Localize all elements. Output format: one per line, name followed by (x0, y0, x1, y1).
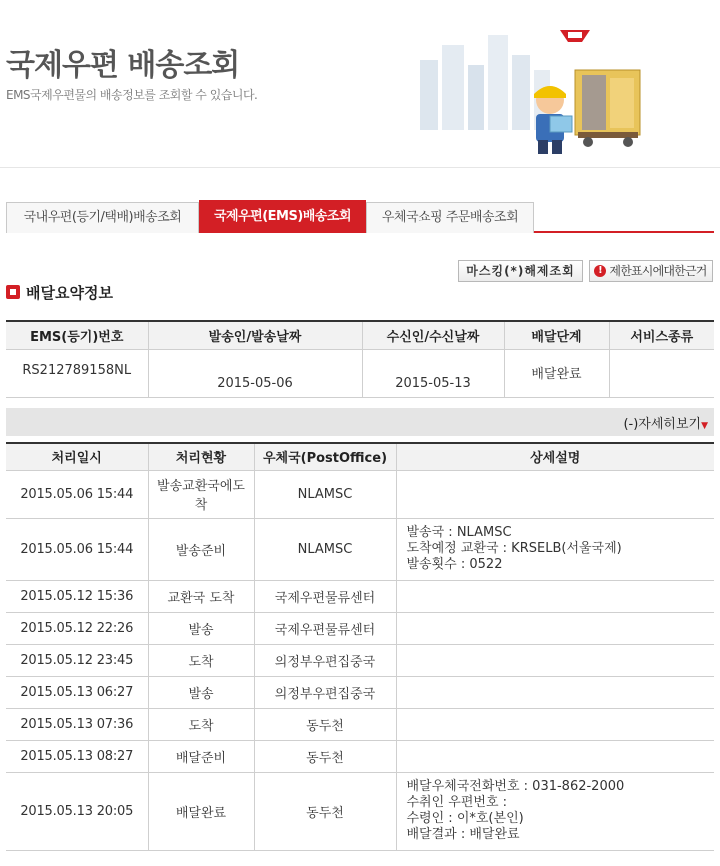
summary-row (6, 349, 714, 397)
col-sender-date: 발송인/발송날짜 (148, 321, 362, 349)
limit-reason-label: 제한표시에대한근거 (609, 264, 707, 278)
row-datetime: 2015.05.13 06:27 (6, 676, 148, 708)
col-tracking-no: EMS(등기)번호 (6, 321, 148, 349)
row-status: 도착 (148, 708, 254, 740)
mask-release-button[interactable]: 마스킹(*)해제조회 (458, 260, 583, 282)
row-description (396, 772, 714, 850)
summary-table (6, 320, 714, 398)
col-datetime: 처리일시 (6, 443, 148, 470)
warning-icon: ! (594, 265, 606, 277)
col-status: 처리현황 (148, 443, 254, 470)
row-datetime: 2015.05.13 20:05 (6, 772, 148, 850)
row-description (396, 580, 714, 612)
table-row (6, 612, 714, 644)
page-subtitle: EMS국제우편물의 배송정보를 조회할 수 있습니다. (6, 88, 258, 102)
col-receiver-date: 수신인/수신날짜 (362, 321, 504, 349)
table-row (6, 740, 714, 772)
description-line: 도착예정 교환국 : KRSELB(서울국제) (406, 541, 622, 556)
row-description (396, 676, 714, 708)
description-line: 수취인 우편번호 : (406, 795, 508, 810)
description-line: 배달우체국전화번호 : 031-862-2000 (406, 779, 625, 794)
tab-ems[interactable]: 국제우편(EMS)배송조회 (199, 200, 366, 233)
description-line: 발송횟수 : 0522 (406, 557, 503, 572)
section-bullet-icon (6, 285, 20, 299)
tab-bar (6, 200, 714, 233)
row-post-office: 국제우편물류센터 (254, 612, 396, 644)
description-line: 배달결과 : 배달완료 (406, 827, 520, 842)
summary-header-row (6, 321, 714, 349)
delivery-worker-illustration (410, 20, 650, 160)
row-status: 발송 (148, 612, 254, 644)
row-datetime: 2015.05.06 15:44 (6, 518, 148, 580)
row-status: 발송교환국에도착 (148, 470, 254, 518)
row-post-office: 의정부우편집중국 (254, 644, 396, 676)
page-header (0, 0, 720, 168)
row-description (396, 708, 714, 740)
col-delivery-stage: 배달단계 (504, 321, 609, 349)
description-line: 발송국 : NLAMSC (406, 525, 512, 540)
table-row (6, 644, 714, 676)
row-description (396, 518, 714, 580)
row-status: 발송 (148, 676, 254, 708)
table-row (6, 772, 714, 850)
row-status: 교환국 도착 (148, 580, 254, 612)
dropdown-arrow-icon: ▼ (701, 421, 708, 431)
detail-table (6, 442, 714, 851)
row-status: 배달완료 (148, 772, 254, 850)
row-status: 도착 (148, 644, 254, 676)
sent-date: 2015-05-06 (148, 349, 362, 397)
tab-shopping[interactable]: 우체국쇼핑 주문배송조회 (366, 202, 534, 233)
row-post-office: 국제우편물류센터 (254, 580, 396, 612)
table-row (6, 518, 714, 580)
row-datetime: 2015.05.06 15:44 (6, 470, 148, 518)
row-post-office: NLAMSC (254, 518, 396, 580)
service-type (609, 349, 714, 397)
page-title: 국제우편 배송조회 (6, 48, 240, 83)
row-status: 발송준비 (148, 518, 254, 580)
col-description: 상세설명 (396, 443, 714, 470)
row-description (396, 470, 714, 518)
table-row (6, 580, 714, 612)
limit-reason-button[interactable] (589, 260, 713, 282)
detail-toggle-bar (6, 408, 714, 436)
col-post-office: 우체국(PostOffice) (254, 443, 396, 470)
delivery-status: 배달완료 (504, 349, 609, 397)
row-description (396, 612, 714, 644)
row-datetime: 2015.05.12 15:36 (6, 580, 148, 612)
col-service-type: 서비스종류 (609, 321, 714, 349)
row-description (396, 644, 714, 676)
table-row (6, 708, 714, 740)
description-line: 수령인 : 이*호(본인) (406, 811, 524, 826)
row-post-office: 동두천 (254, 708, 396, 740)
row-description (396, 740, 714, 772)
row-status: 배달준비 (148, 740, 254, 772)
table-row (6, 470, 714, 518)
row-post-office: 동두천 (254, 772, 396, 850)
row-post-office: 의정부우편집중국 (254, 676, 396, 708)
detail-header-row (6, 443, 714, 470)
detail-toggle-link[interactable]: (-)자세히보기▼ (623, 417, 708, 432)
row-datetime: 2015.05.13 08:27 (6, 740, 148, 772)
row-datetime: 2015.05.12 23:45 (6, 644, 148, 676)
received-date: 2015-05-13 (362, 349, 504, 397)
row-post-office: 동두천 (254, 740, 396, 772)
tab-domestic[interactable]: 국내우편(등기/택배)배송조회 (6, 202, 199, 233)
table-row (6, 676, 714, 708)
row-datetime: 2015.05.13 07:36 (6, 708, 148, 740)
tracking-number: RS212789158NL (6, 349, 148, 397)
row-post-office: NLAMSC (254, 470, 396, 518)
row-datetime: 2015.05.12 22:26 (6, 612, 148, 644)
